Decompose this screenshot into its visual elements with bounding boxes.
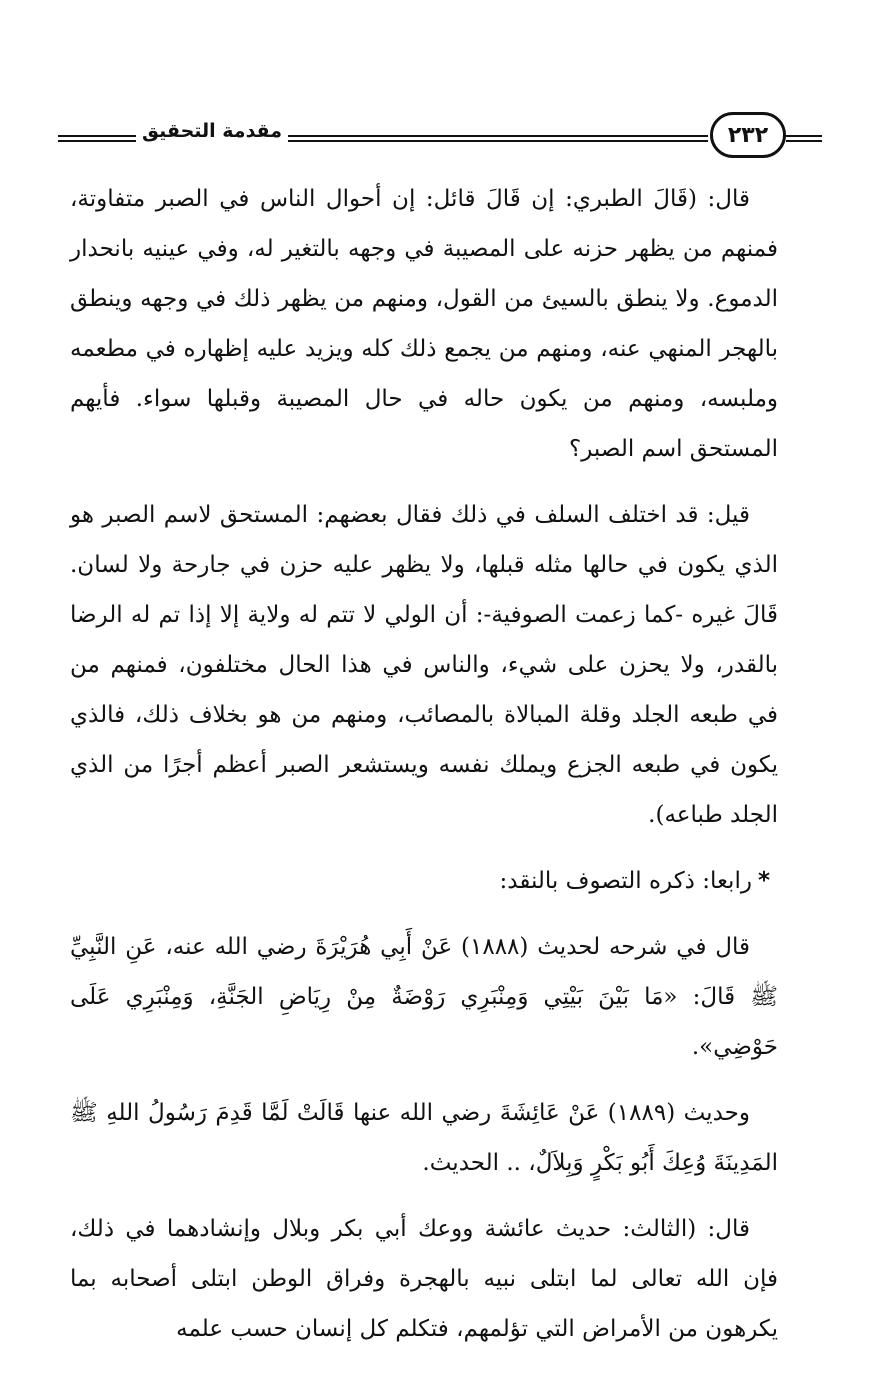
paragraph-hadith-1888: قال في شرحه لحديث (١٨٨٨) عَنْ أَبِي هُرَيْرَةَ رضي الله عنه، عَنِ النَّبِيِّ ﷺ قَالَ: «مَا بَيْنَ بَيْتِي وَمِنْبَرِي رَوْضَةٌ مِنْ رِيَاضِ الجَنَّةِ، وَمِنْبَرِي عَلَى حَوْضِي». <box>70 934 778 1060</box>
section-heading <box>70 856 770 906</box>
header-rule-left <box>58 135 136 142</box>
asterisk-marker: * <box>757 868 770 894</box>
running-header <box>50 112 822 162</box>
paragraph-tabari-question: قال: (قَالَ الطبري: إن قَالَ قائل: إن أحوال الناس في الصبر متفاوتة، فمنهم من يظهر حزنه على المصيبة في وجهه بالتغير له، وفي عينيه بانحدار الدموع. ولا ينطق بالسيئ من القول، ومنهم من يظهر ذلك في وجهه وينطق بالهجر المنهي عنه، ومنهم من يجمع ذلك كله ويزيد عليه إظهاره في مطعمه وملبسه، ومنهم من يكون حاله في حال المصيبة وقبلها سواء. فأيهم المستحق اسم الصبر؟ <box>70 186 778 462</box>
header-rule-right <box>786 135 822 142</box>
page-body-text <box>70 174 778 1354</box>
paragraph-third: قال: (الثالث: حديث عائشة ووعك أبي بكر وبلال وإنشادهما في ذلك، فإن الله تعالى لما ابتلى نبيه بالهجرة وفراق الوطن ابتلى أصحابه بما يكرهون من الأمراض التي تؤلمهم، فتكلم كل إنسان حسب علمه <box>70 1216 778 1342</box>
paragraph-hadith-1889: وحديث (١٨٨٩) عَنْ عَائِشَةَ رضي الله عنها قَالَتْ لَمَّا قَدِمَ رَسُولُ اللهِ ﷺ المَدِينَةَ وُعِكَ أَبُو بَكْرٍ وَبِلاَلٌ، .. الحديث. <box>70 1100 778 1176</box>
page-number: ٢٣٢ <box>710 112 786 158</box>
section-heading-text: رابعا: ذكره التصوف بالنقد: <box>499 868 752 894</box>
header-rule-middle <box>288 135 708 142</box>
running-title: مقدمة التحقيق <box>142 120 282 142</box>
paragraph-answer: قيل: قد اختلف السلف في ذلك فقال بعضهم: المستحق لاسم الصبر هو الذي يكون في حالها مثله قبلها، ولا يظهر عليه حزن في جارحة ولا لسان. قَالَ غيره -كما زعمت الصوفية-: أن الولي لا تتم له ولاية إلا إذا تم له الرضا بالقدر، ولا يحزن على شيء، والناس في هذا الحال مختلفون، فمنهم من في طبعه الجلد وقلة المبالاة بالمصائب، ومنهم من هو بخلاف ذلك، فالذي يكون في طبعه الجزع ويملك نفسه ويستشعر الصبر أعظم أجرًا من الذي الجلد طباعه). <box>70 502 778 828</box>
